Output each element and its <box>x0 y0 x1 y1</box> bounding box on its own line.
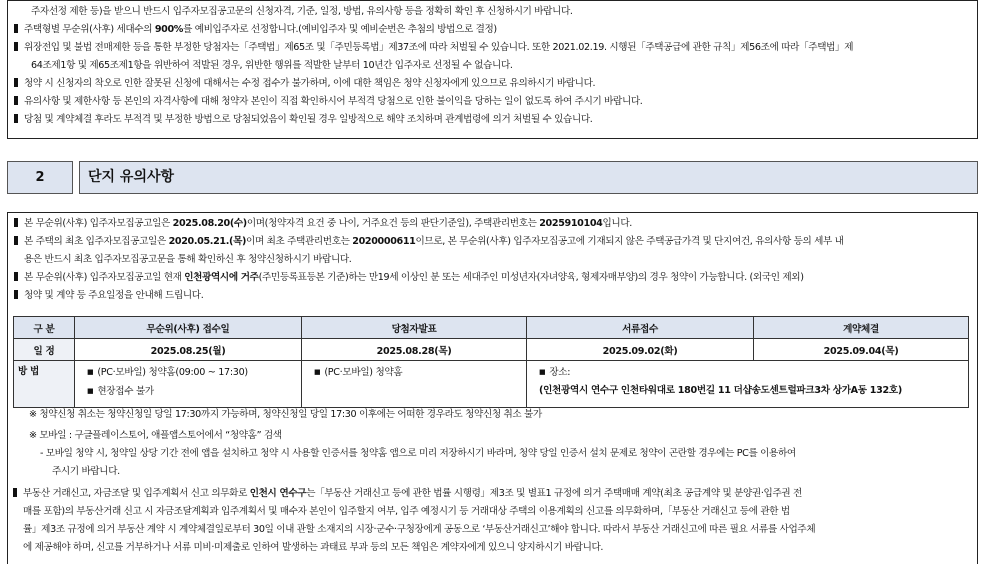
header-cell: 무순위(사후) 접수일 <box>75 317 302 339</box>
notice-line: 당첨 및 계약체결 후라도 부적격 및 부정한 방법으로 당첨되었음이 확인될 경우 일방적으로 해약 조치하며 관계법령에 의거 처벌될 수 있습니다. <box>14 111 971 129</box>
header-cell: 구 분 <box>14 317 75 339</box>
bullet-icon <box>14 114 18 123</box>
table-row <box>14 361 969 408</box>
notice-line: 64조제1항 및 제65조제1항을 위반하여 적발된 경우, 위반한 행위를 적발한 날부터 10년간 입주자로 선정될 수 없습니다. <box>31 60 513 71</box>
footnote: ※ 모바일 : 구글플레이스토어, 애플앱스토어에서 “청약홈” 검색 <box>29 430 282 441</box>
bullet-icon <box>14 42 18 51</box>
date-cell: 2025.08.28(목) <box>302 339 527 361</box>
bullet-icon <box>13 488 17 497</box>
section-number: 2 <box>7 161 73 194</box>
notice-line: 주택형별 무순위(사후) 세대수의 900%를 예비입주자로 선정합니다.(예비입주자 및 예비순번은 추첨의 방법으로 결정) <box>14 21 971 39</box>
square-bullet-icon: ■ <box>539 368 546 376</box>
footnote: ※ 청약신청 취소는 청약신청일 당일 17:30까지 가능하며, 청약신청일 당일 17:30 이후에는 어떠한 경우라도 청약신청 취소 불가 <box>29 409 542 420</box>
realestate-line: 률」제3조 규정에 의거 부동산 계약 시 계약체결일로부터 30일 이내 관할 소재지의 시장·군수·구청장에게 공동으로 ‘부동산거래신고’해야 합니다. 따라서 부동산 거래신고에 따른 필요 서류를 사업주체 <box>23 524 816 535</box>
note-line: 본 무순위(사후) 입주자모집공고일 현재 인천광역시에 거주(주민등록표등본 기준)하는 만19세 이상인 분 또는 세대주인 미성년자(자녀양육, 형제자매부양)의 경우 청약이 가능합니다. (외국인 제외) <box>14 269 971 287</box>
header-cell: 계약체결 <box>754 317 969 339</box>
square-bullet-icon: ■ <box>87 368 94 376</box>
bullet-icon <box>14 78 18 87</box>
row-label: 방 법 <box>14 361 75 408</box>
row-label: 일 정 <box>14 339 75 361</box>
note-line: 용은 반드시 최초 입주자모집공고문을 통해 확인하신 후 청약신청하시기 바랍니다. <box>24 254 352 265</box>
schedule-table <box>13 316 969 408</box>
bullet-icon <box>14 236 18 245</box>
bullet-icon <box>14 96 18 105</box>
notice-line: 주자선정 제한 등)을 받으니 반드시 입주자모집공고문의 신청자격, 기준, 일정, 방법, 유의사항 등을 정확히 확인 후 신청하시기 바랍니다. <box>31 6 573 17</box>
footnote: 주시기 바랍니다. <box>52 466 120 477</box>
footnote: - 모바일 청약 시, 청약일 상당 기간 전에 앱을 설치하고 청약 시 사용할 인증서를 청약홈 앱으로 미리 저장하시기 바라며, 청약 당일 인증서 설치 문제로 청약이 곤란할 경우에는 PC를 이용하여 <box>40 448 796 459</box>
method-cell: ■ (PC·모바일) 청약홈 <box>302 361 527 408</box>
table-row <box>14 339 969 361</box>
realestate-line: 매를 포함)의 부동산거래 신고 시 자금조달계획과 입주계획서 및 매수자 본인이 입주할지 여부, 입주 예정시기 등 거래대상 주택의 이용계획의 신고를 의무화하며,「부동산 거래신고 등에 관한 법 <box>23 506 790 517</box>
notice-line: 청약 시 신청자의 착오로 인한 잘못된 신청에 대해서는 수정 접수가 불가하며, 이에 대한 책임은 청약 신청자에게 있으므로 유의하시기 바랍니다. <box>14 75 971 93</box>
date-cell: 2025.09.04(목) <box>754 339 969 361</box>
table-header-row <box>14 317 969 339</box>
method-cell: ■ (PC·모바일) 청약홈(09:00 ~ 17:30) ■ 현장접수 불가 <box>75 361 302 408</box>
realestate-line: 부동산 거래신고, 자금조달 및 입주계획서 신고 의무화로 인천시 연수구는「부동산 거래신고 등에 관한 법률 시행령」제3조 및 별표1 규정에 의거 주택매매 계약(최초 공급계약 및 분양권·입주권 전 <box>13 485 802 503</box>
reserve-percent: 900% <box>154 24 184 35</box>
realestate-line: 에 제공해야 하며, 신고를 거부하거나 서류 미비·미제출로 인하여 발생하는 과태료 부과 등의 모든 책임은 계약자에게 있으니 양지하시기 바랍니다. <box>23 542 604 553</box>
bullet-icon <box>14 24 18 33</box>
bullet-icon <box>14 272 18 281</box>
note-line: 본 주택의 최초 입주자모집공고일은 2020.05.21.(목)이며 최초 주택관리번호는 2020000611이므로, 본 무순위(사후) 입주자모집공고에 기재되지 않은 주택공급가격 및 단지여건, 유의사항 등의 세부 내 <box>14 233 971 251</box>
section-title: 단지 유의사항 <box>79 161 978 194</box>
date-cell: 2025.08.25(월) <box>75 339 302 361</box>
note-line: 본 무순위(사후) 입주자모집공고일은 2025.08.20(수)이며(청약자격 요건 중 나이, 거주요건 등의 판단기준일), 주택관리번호는 2025910104입니다. <box>14 215 971 233</box>
top-notice-box <box>7 0 978 139</box>
address-text: (인천광역시 연수구 인천타워대로 180번길 11 더샵송도센트럴파크3차 상가A동 132호) <box>539 385 902 396</box>
method-cell: ■ 장소: (인천광역시 연수구 인천타워대로 180번길 11 더샵송도센트럴파크3차 상가A동 132호) <box>527 361 969 408</box>
date-cell: 2025.09.02(화) <box>527 339 754 361</box>
header-cell: 당첨자발표 <box>302 317 527 339</box>
header-cell: 서류접수 <box>527 317 754 339</box>
note-line: 청약 및 계약 등 주요일정을 안내해 드립니다. <box>14 287 971 305</box>
square-bullet-icon: ■ <box>314 368 321 376</box>
square-bullet-icon: ■ <box>87 387 94 395</box>
notice-line: 위장전입 및 불법 전매제한 등을 통한 부정한 당첨자는「주택법」제65조 및「주민등록법」제37조에 따라 처벌될 수 있습니다. 또한 2021.02.19. 시행된「주택공급에 관한 규칙」제56조에 따라「주택법」제 <box>14 39 971 57</box>
bullet-icon <box>14 218 18 227</box>
bullet-icon <box>14 290 18 299</box>
notice-line: 유의사항 및 제한사항 등 본인의 자격사항에 대해 청약자 본인이 직접 확인하시어 부적격 당첨으로 인한 불이익을 당하는 일이 없도록 하여 주시기 바랍니다. <box>14 93 971 111</box>
